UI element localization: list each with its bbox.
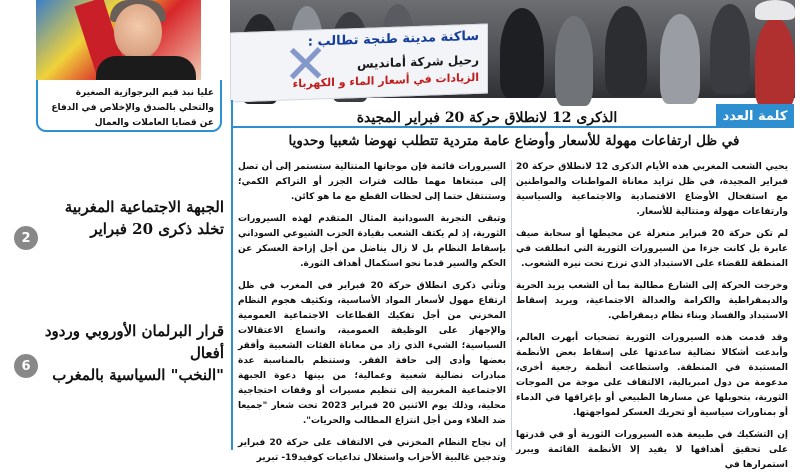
sidebar-teaser-title: تخلد ذكرى 20 فبراير: [90, 220, 224, 238]
sidebar-teaser-title: الجبهة الاجتماعية المغربية: [64, 198, 224, 216]
article-paragraph: وتبقى التجربة السودانية المثال المتقدم لهذه السيرورات الثورية، إذ لم يكتف الشعب بقيادة الحزب الشيوعي السوداني بإسقاط النظام بل لا زال يناضل من أجل إزاحة العسكر عن الحكم والسير قدما نحو استكمال أهداف الثورة.: [238, 214, 506, 269]
crowd-person: [710, 4, 750, 94]
sidebar-teaser-title: قرار البرلمان الأوروبي وردود أفعال: [44, 322, 224, 362]
photo-face: [114, 4, 162, 60]
banner-line: الزيادات في أسعار الماء و الكهرباء: [292, 70, 479, 91]
article-column-right: [516, 160, 788, 470]
banner-line: ساكنة مدينة طنجة تطالب :: [307, 28, 479, 50]
article-paragraph: لم تكن حركة 20 فبراير منعزلة عن محيطها أو سحابة صيف عابرة بل كانت جزءا من السيرورات الثورية التي انطلقت في المنطقة للقضاء على الاستبداد الذي ترزح تحت نيره الشعوب.: [516, 229, 788, 269]
crowd-person: [605, 6, 647, 96]
page-number-badge: 2: [14, 226, 38, 250]
section-rule: [232, 126, 794, 128]
article-column-divider: [511, 160, 512, 450]
sidebar-teaser[interactable]: [6, 196, 224, 246]
photo-caption-box: [36, 80, 222, 132]
column-divider: [231, 100, 233, 450]
banner-line: رحيل شركة أمانديس: [357, 52, 479, 72]
crowd-person: [755, 18, 795, 108]
article-paragraph: وتأتي ذكرى انطلاق حركة 20 فبراير في المغرب في ظل ارتفاع مهول لأسعار المواد الأساسية، وتكثيف هجوم النظام المخزني من أجل تفكيك القطاعات الاجتماعية العمومية والإجهاز على الوظيفة العمومية، واتساع الاعتقالات السياسية؛ الشيء الذي زاد من معاناة الفئات الشعبية وأفقر بعضها وأدى إلى حافة الفقر. وستنظم بالمناسبة عدة مبادرات نضالية شعبية وعمالية؛ من بينها دعوة الجبهة الاجتماعية المغربية إلى تنظيم مسيرات أو وقفات احتجاجية محلية، وذلك يوم الاثنين 20 فبراير 2023 تحت شعار "جميعا ضد الغلاء ومن أجل انتزاع المطالب والحريات".: [238, 281, 506, 426]
banner-logo-icon: ✕: [283, 32, 329, 97]
crowd-cap: [755, 0, 795, 20]
article-paragraph: إن نجاح النظام المخزني في الالتفاف على حركة 20 فبراير وتدجين غالبية الأحزاب واستغلال تداعيات كوفيد19- تبرير: [238, 438, 506, 463]
article-paragraph: يحيي الشعب المغربي هذه الأيام الذكرى 12 لانطلاق حركة 20 فبراير المجيدة، في ظل تزايد معاناة المواطنات والمواطنين مع استفحال الأوضاع الاقتصادية والاجتماعية والسياسية وارتفاعات مهولة ومتتالية للأسعار.: [516, 162, 788, 217]
photo-caption: عليا نبذ قيم البرجوازية الصغيرة والتحلي بالصدق والإخلاص في الدفاع عن قضايا العاملات والعمال: [51, 88, 214, 128]
page-number-badge: 6: [14, 354, 38, 378]
section-tab: كلمة العدد: [716, 104, 794, 128]
protest-banner: [230, 23, 488, 102]
article-paragraph: السيرورات قائمة فإن موجاتها المتتالية ستستمر إلى أن تصل إلى مبتغاها مهما طالت فترات الجزر أو التراكم الكمي؛ وستنتقل حتما إلى لحظات القطع مع ما هو كائن.: [238, 162, 506, 202]
headline-sub: في ظل ارتفاعات مهولة للأسعار وأوضاع عامة متردية تتطلب نهوضا شعبيا وحدويا: [288, 133, 740, 149]
article-paragraph: إن التشكيك في طبيعة هذه السيرورات الثورية أو في قدرتها على تحقيق أهدافها لا يفيد إلا الأنظمة القائمة ويبرر استمرارها في: [516, 430, 788, 470]
article-paragraph: وخرجت الحركة إلى الشارع مطالبة بما أن الشعب يريد الحرية والديمقراطية والكرامة والعدالة الاجتماعية، ويريد إسقاط الاستبداد والفساد وبناء نظام ديمقراطي.: [516, 281, 788, 321]
article-column-left: [238, 160, 506, 463]
woman-photo: [36, 0, 201, 80]
article-paragraph: وقد قدمت هذه السيرورات الثورية تضحيات أبهرت العالم، وأبدعت أشكالا نضالية ساعدتها على إسقاط بعض الأنظمة المستبدة في المنطقة. واستطاعت أنظمة رجعية أخرى، مدعومة من دول امبريالية، الالتفاف على موجة من الموجات الثورية، بتحويلها عن مسارها الطبيعي أو بإغراقها في الدماء أو بمناورات سياسية أو تحريك العسكر لمواجهتها.: [516, 333, 788, 418]
crowd-person: [500, 8, 544, 98]
sidebar-teaser-title: "النخب" السياسية بالمغرب: [52, 366, 224, 384]
crowd-person: [555, 16, 593, 106]
crowd-person: [660, 14, 700, 104]
sidebar-teaser[interactable]: [6, 320, 224, 386]
headline-main: الذكرى 12 لانطلاق حركة 20 فبراير المجيدة: [356, 110, 618, 126]
